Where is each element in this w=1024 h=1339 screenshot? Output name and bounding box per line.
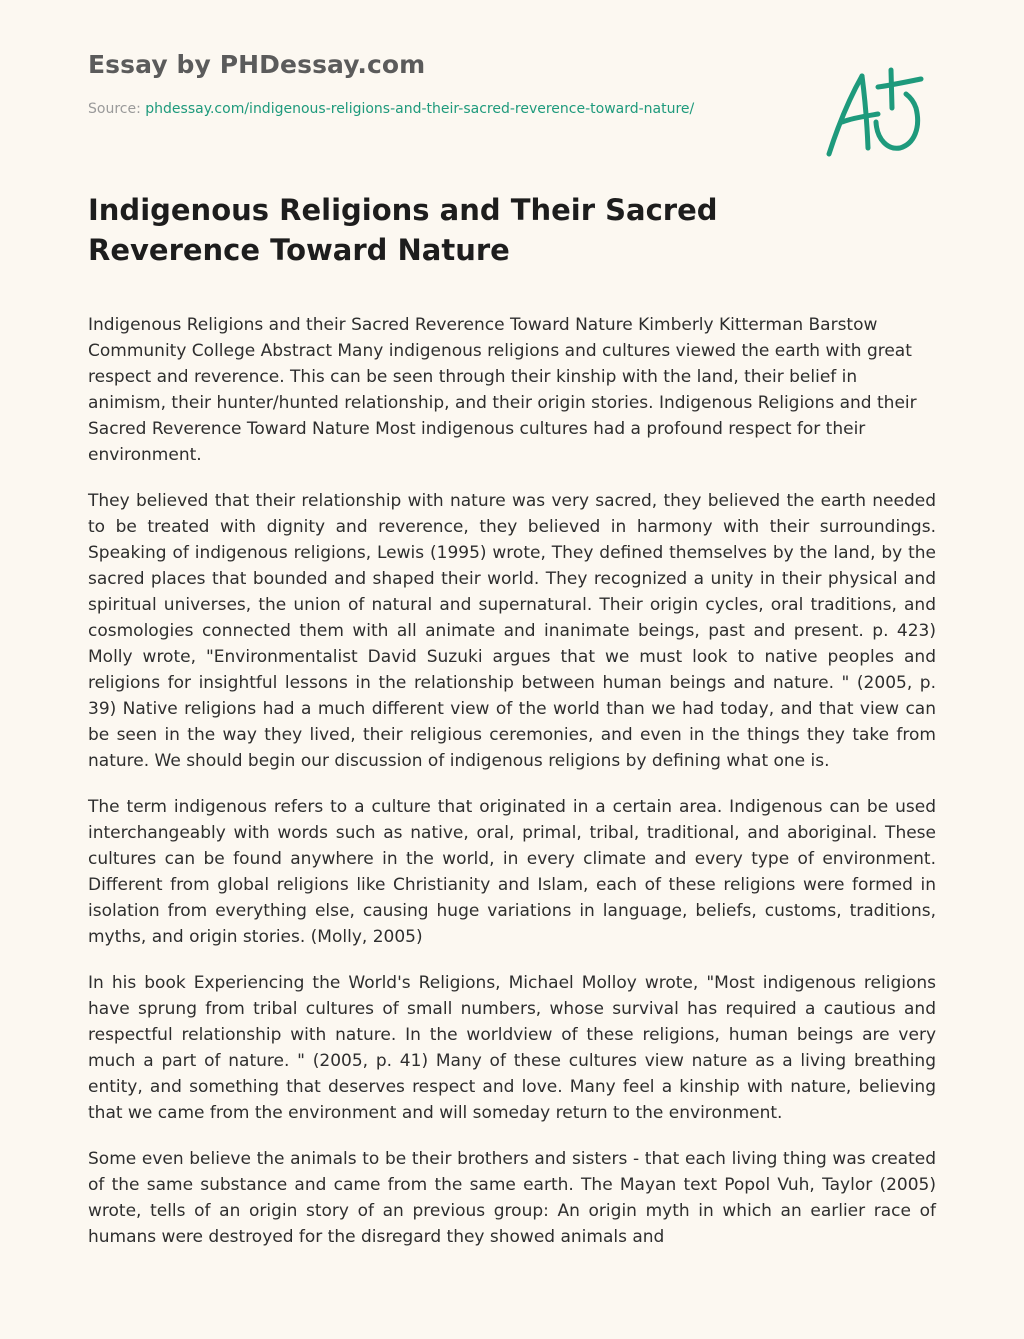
essay-body: [88, 312, 936, 1270]
site-brand: Essay by PHDessay.com: [88, 50, 426, 79]
essay-paragraph: In his book Experiencing the World's Religions, Michael Molloy wrote, "Most indigenous religions have sprung from tribal cultures of small numbers, whose survival has required a cautious and respectful relationship with nature. In the worldview of these religions, human beings are very much a part of nature. " (2005, p. 41) Many of these cultures view nature as a living breathing entity, and something that deserves respect and love. Many feel a kinship with nature, believing that we came from the environment and will someday return to the environment.: [88, 973, 936, 1123]
essay-paragraph: Some even believe the animals to be their brothers and sisters - that each living thing was created of the same substance and came from the same earth. The Mayan text Popol Vuh, Taylor (2005) wrote, tells of an origin story of an previous group: An origin myth in which an earlier race of humans were destroyed for the disregard they showed animals and: [88, 1149, 936, 1247]
essay-paragraph: They believed that their relationship with nature was very sacred, they believed the earth needed to be treated with dignity and reverence, they believed in harmony with their surroundings. Speaking of indigenous religions, Lewis (1995) wrote, They defined themselves by the land, by the sacred places that bounded and shaped their world. They recognized a unity in their physical and spiritual universes, the union of natural and supernatural. Their origin cycles, oral traditions, and cosmologies connected them with all animate and inanimate beings, past and present. p. 423) Molly wrote, "Environmentalist David Suzuki argues that we must look to native peoples and religions for insightful lessons in the relationship between human beings and nature. " (2005, p. 39) Native religions had a much different view of the world than we had today, and that view can be seen in the way they lived, their religious ceremonies, and even in the things they take from nature. We should begin our discussion of indigenous religions by defining what one is.: [88, 491, 936, 771]
essay-paragraph: The term indigenous refers to a culture that originated in a certain area. Indigenous can be used interchangeably with words such as native, oral, primal, tribal, traditional, and aboriginal. These cultures can be found anywhere in the world, in every climate and every type of environment. Different from global religions like Christianity and Islam, each of these religions were formed in isolation from everything else, causing huge variations in language, beliefs, customs, traditions, myths, and origin stories. (Molly, 2005): [88, 797, 936, 947]
essay-paragraph: Indigenous Religions and their Sacred Reverence Toward Nature Kimberly Kitterman Barstow Community College Abstract Many indigenous religions and cultures viewed the earth with great respect and reverence. This can be seen through their kinship with the land, their belief in animism, their hunter/hunted relationship, and their origin stories. Indigenous Religions and their Sacred Reverence Toward Nature Most indigenous cultures had a profound respect for their environment.: [88, 315, 917, 465]
source-label: Source:: [88, 101, 146, 117]
source-line: [88, 101, 694, 117]
source-link[interactable]: phdessay.com/indigenous-religions-and-their-sacred-reverence-toward-nature/: [145, 101, 695, 117]
essay-title: Indigenous Religions and Their Sacred Reverence Toward Nature: [88, 193, 718, 267]
a-plus-grade-icon: [822, 64, 928, 164]
